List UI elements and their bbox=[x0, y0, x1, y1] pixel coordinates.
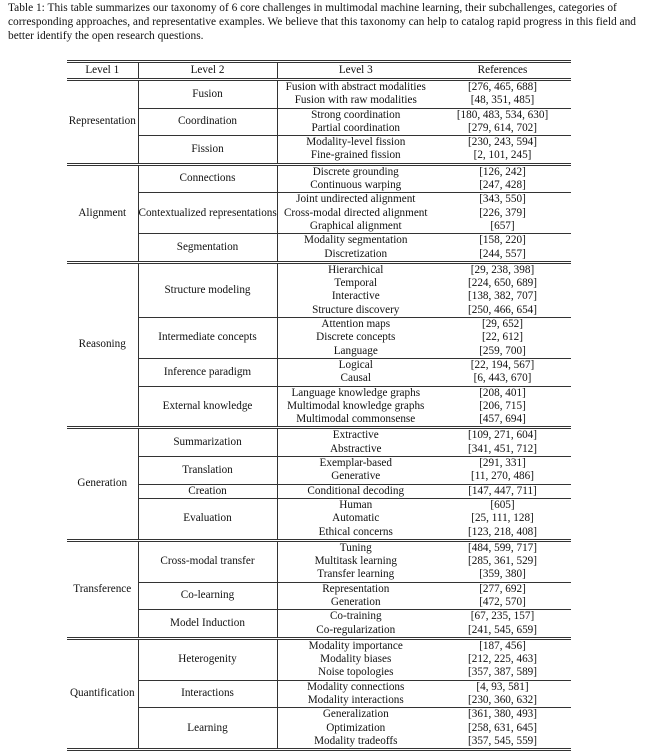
references-cell: [29, 238, 398] bbox=[470, 263, 535, 276]
level-3-cell: Multimodal knowledge graphs bbox=[287, 399, 425, 412]
references-cell: [250, 466, 654] bbox=[468, 303, 537, 316]
table-row bbox=[67, 582, 571, 596]
level-3-cell: Structure discovery bbox=[312, 303, 400, 316]
references-cell: [244, 557] bbox=[479, 247, 526, 260]
references-cell: [126, 242] bbox=[479, 165, 526, 178]
references-cell: [25, 111, 128] bbox=[471, 512, 534, 525]
taxonomy-table-container bbox=[67, 60, 571, 751]
table-row bbox=[67, 540, 571, 555]
level-1-cell: Reasoning bbox=[67, 262, 138, 428]
level-3-cell: Multimodal commonsense bbox=[296, 413, 416, 426]
references-cell: [291, 331] bbox=[434, 457, 571, 471]
level-3-cell: Co-regularization bbox=[316, 623, 396, 636]
level-2-cell: Cross-modal transfer bbox=[138, 540, 277, 582]
references-cell: [206, 715] bbox=[479, 399, 526, 412]
header-row bbox=[67, 62, 571, 80]
references-cell: [224, 650, 689] bbox=[468, 277, 537, 290]
references-cell: [241, 545, 659] bbox=[468, 623, 537, 636]
references-cell: [230, 243, 594] bbox=[434, 136, 571, 150]
table-row bbox=[67, 262, 571, 277]
group-generation bbox=[67, 428, 571, 540]
references-cell: [357, 545, 559] bbox=[468, 734, 537, 747]
references-cell: [457, 694] bbox=[479, 413, 526, 426]
table-row bbox=[67, 318, 571, 332]
level-3-cell: Discrete grounding bbox=[312, 165, 399, 178]
level-2-cell: Summarization bbox=[138, 428, 277, 457]
references-cell: [226, 379] bbox=[479, 206, 526, 219]
references-cell: [138, 382, 707] bbox=[468, 290, 537, 303]
table-row bbox=[67, 610, 571, 624]
table-caption: Table 1: This table summarizes our taxonomy of 6 core challenges in multimodal machine learning, their subchallenges, categories of corresponding approaches, and representative examples. We believe that this taxonomy can help to catalog rapid progress in this field and better identify the open research questions. bbox=[8, 2, 637, 42]
references-cell: [259, 700] bbox=[479, 344, 526, 357]
references-cell: [147, 447, 711] bbox=[434, 484, 571, 498]
level-3-cell: Noise topologies bbox=[317, 666, 394, 679]
references-cell: [4, 93, 581] bbox=[434, 680, 571, 694]
level-3-cell: Conditional decoding bbox=[277, 484, 434, 498]
references-cell: [341, 451, 712] bbox=[468, 442, 537, 455]
level-2-cell: Coordination bbox=[138, 108, 277, 136]
level-2-cell: Learning bbox=[138, 708, 277, 748]
group-alignment bbox=[67, 164, 571, 262]
level-2-cell: Connections bbox=[138, 164, 277, 193]
table-row bbox=[67, 484, 571, 498]
references-cell: [258, 631, 645] bbox=[468, 721, 537, 734]
level-3-cell: Joint undirected alignment bbox=[277, 193, 434, 207]
level-3-cell: Hierarchical bbox=[328, 263, 384, 276]
group-representation bbox=[67, 80, 571, 165]
level-3-cell: Modality interactions bbox=[307, 694, 404, 707]
table-row bbox=[67, 136, 571, 150]
level-2-cell: Fusion bbox=[138, 80, 277, 109]
level-2-cell: Model Induction bbox=[138, 610, 277, 639]
group-reasoning bbox=[67, 262, 571, 428]
header-level-3: Level 3 bbox=[277, 62, 434, 80]
level-3-cell: Exemplar-based bbox=[277, 457, 434, 471]
references-cell: [343, 550] bbox=[434, 193, 571, 207]
table-row bbox=[67, 164, 571, 179]
group-transference bbox=[67, 540, 571, 638]
level-1-cell: Alignment bbox=[67, 164, 138, 262]
header-level-1: Level 1 bbox=[67, 62, 138, 80]
references-cell: [48, 351, 485] bbox=[470, 94, 535, 107]
level-2-cell: Contextualized representations bbox=[138, 193, 277, 234]
references-cell: [484, 599, 717] bbox=[468, 541, 537, 554]
references-cell: [158, 220] bbox=[434, 234, 571, 248]
level-3-cell: Abstractive bbox=[329, 442, 382, 455]
references-cell: [230, 360, 632] bbox=[468, 694, 537, 707]
references-cell: [22, 194, 567] bbox=[434, 358, 571, 372]
group-quantification bbox=[67, 638, 571, 748]
level-3-cell: Generation bbox=[330, 595, 381, 608]
table-row bbox=[67, 234, 571, 248]
level-1-cell: Quantification bbox=[67, 638, 138, 748]
taxonomy-table bbox=[67, 60, 571, 748]
level-3-cell: Optimization bbox=[326, 721, 386, 734]
level-3-cell: Discrete concepts bbox=[316, 331, 396, 344]
level-3-cell: Multitask learning bbox=[314, 555, 397, 568]
level-3-cell: Extractive bbox=[332, 429, 379, 442]
level-2-cell: Intermediate concepts bbox=[138, 318, 277, 359]
level-3-cell: Attention maps bbox=[277, 318, 434, 332]
level-3-cell: Modality connections bbox=[277, 680, 434, 694]
level-3-cell: Language bbox=[333, 344, 378, 357]
table-row bbox=[67, 428, 571, 443]
references-cell: [180, 483, 534, 630] bbox=[434, 108, 571, 122]
level-3-cell: Generative bbox=[331, 470, 381, 483]
level-3-cell: Cross-modal directed alignment bbox=[283, 206, 428, 219]
table-row bbox=[67, 386, 571, 400]
level-3-cell: Representation bbox=[277, 582, 434, 596]
table-row bbox=[67, 457, 571, 471]
header-references: References bbox=[434, 62, 571, 80]
references-cell: [247, 428] bbox=[479, 179, 526, 192]
level-3-cell: Causal bbox=[340, 372, 371, 385]
references-cell: [29, 652] bbox=[434, 318, 571, 332]
level-3-cell: Logical bbox=[277, 358, 434, 372]
level-3-cell: Partial coordination bbox=[311, 121, 401, 134]
header-level-2: Level 2 bbox=[138, 62, 277, 80]
table-row bbox=[67, 498, 571, 512]
references-cell: [359, 380] bbox=[479, 568, 526, 581]
level-3-cell: Fusion with raw modalities bbox=[294, 94, 417, 107]
references-cell: [6, 443, 670] bbox=[473, 372, 532, 385]
level-2-cell: External knowledge bbox=[138, 386, 277, 428]
references-cell: [187, 456] bbox=[479, 639, 526, 652]
level-3-cell: Graphical alignment bbox=[309, 219, 402, 232]
level-3-cell: Ethical concerns bbox=[318, 525, 393, 538]
references-cell: [123, 218, 408] bbox=[468, 525, 537, 538]
references-cell: [109, 271, 604] bbox=[468, 429, 537, 442]
level-2-cell: Creation bbox=[138, 484, 277, 498]
table-row bbox=[67, 638, 571, 653]
references-cell: [472, 570] bbox=[479, 595, 526, 608]
references-cell: [285, 361, 529] bbox=[468, 555, 537, 568]
level-1-cell: Generation bbox=[67, 428, 138, 540]
level-2-cell: Translation bbox=[138, 457, 277, 485]
level-2-cell: Co-learning bbox=[138, 582, 277, 610]
level-2-cell: Evaluation bbox=[138, 498, 277, 540]
level-3-cell: Transfer learning bbox=[317, 568, 395, 581]
table-row bbox=[67, 193, 571, 207]
references-cell: [605] bbox=[434, 498, 571, 512]
level-2-cell: Heterogenity bbox=[138, 638, 277, 680]
references-cell: [212, 225, 463] bbox=[468, 653, 537, 666]
level-3-cell: Continuous warping bbox=[310, 179, 402, 192]
references-cell: [67, 235, 157] bbox=[434, 610, 571, 624]
level-3-cell: Modality importance bbox=[308, 639, 403, 652]
references-cell: [361, 380, 493] bbox=[434, 708, 571, 722]
level-3-cell: Modality-level fission bbox=[277, 136, 434, 150]
level-2-cell: Interactions bbox=[138, 680, 277, 708]
level-3-cell: Fusion with abstract modalities bbox=[285, 81, 426, 93]
level-1-cell: Representation bbox=[67, 80, 138, 165]
level-3-cell: Strong coordination bbox=[277, 108, 434, 122]
level-3-cell: Discretization bbox=[324, 247, 388, 260]
references-cell: [208, 401] bbox=[434, 386, 571, 400]
level-3-cell: Modality tradeoffs bbox=[314, 734, 398, 747]
level-3-cell: Interactive bbox=[331, 290, 380, 303]
level-3-cell: Fine-grained fission bbox=[310, 149, 401, 162]
references-cell: [657] bbox=[490, 219, 515, 232]
table-row bbox=[67, 708, 571, 722]
table-header bbox=[67, 62, 571, 80]
level-3-cell: Language knowledge graphs bbox=[277, 386, 434, 400]
level-3-cell: Automatic bbox=[332, 512, 380, 525]
level-3-cell: Temporal bbox=[334, 277, 378, 290]
level-3-cell: Modality segmentation bbox=[277, 234, 434, 248]
table-row bbox=[67, 358, 571, 372]
references-cell: [279, 614, 702] bbox=[468, 121, 537, 134]
references-cell: [2, 101, 245] bbox=[473, 149, 532, 162]
level-3-cell: Tuning bbox=[339, 541, 372, 554]
level-2-cell: Segmentation bbox=[138, 234, 277, 263]
level-3-cell: Generalization bbox=[277, 708, 434, 722]
level-3-cell: Co-training bbox=[277, 610, 434, 624]
references-cell: [277, 692] bbox=[434, 582, 571, 596]
references-cell: [22, 612] bbox=[481, 331, 523, 344]
level-3-cell: Human bbox=[277, 498, 434, 512]
level-3-cell: Modality biases bbox=[320, 653, 392, 666]
table-row bbox=[67, 108, 571, 122]
level-1-cell: Transference bbox=[67, 540, 138, 638]
level-2-cell: Fission bbox=[138, 136, 277, 165]
level-2-cell: Structure modeling bbox=[138, 262, 277, 317]
level-2-cell: Inference paradigm bbox=[138, 358, 277, 386]
table-row bbox=[67, 680, 571, 694]
table-row bbox=[67, 80, 571, 95]
references-cell: [276, 465, 688] bbox=[468, 81, 537, 93]
references-cell: [357, 387, 589] bbox=[468, 666, 537, 679]
references-cell: [11, 270, 486] bbox=[471, 470, 534, 483]
